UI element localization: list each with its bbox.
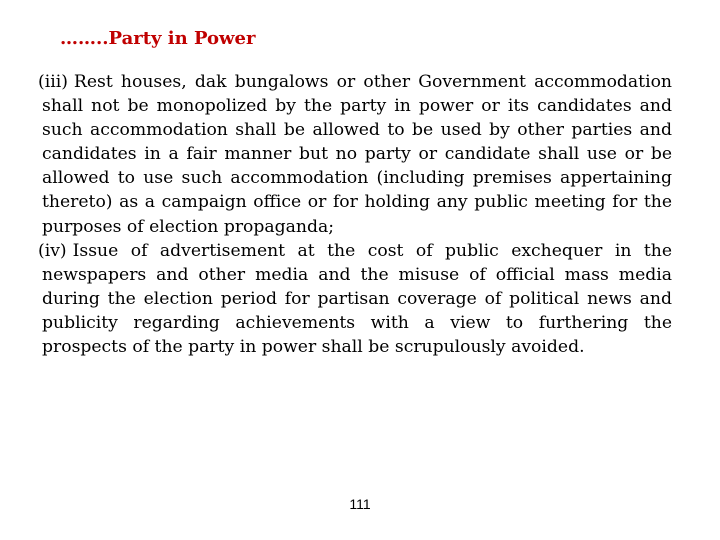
clause-iii <box>38 70 672 239</box>
clause-iv <box>38 239 672 359</box>
clause-text: Rest houses, dak bungalows or other Government accommodation shall not be monopolized by the party in power or its candidates and such accommodation shall be allowed to be used by other parties and candidates in a fair manner but no party or candidate shall use or be allowed to use such accommodation (including premises appertaining thereto) as a campaign office or for holding any public meeting for the purposes of election propaganda; <box>42 72 672 237</box>
page-number: 111 <box>349 496 371 512</box>
document-body <box>38 70 672 359</box>
section-heading: ……..Party in Power <box>60 28 256 49</box>
clause-text: Issue of advertisement at the cost of public exchequer in the newspapers and other media and the misuse of official mass media during the election period for partisan coverage of political news and publicity regarding achievements with a view to furthering the prospects of the party in power shall be scrupulously avoided. <box>42 240 672 358</box>
clause-number: (iv) <box>38 240 67 261</box>
clause-number: (iii) <box>38 72 68 92</box>
